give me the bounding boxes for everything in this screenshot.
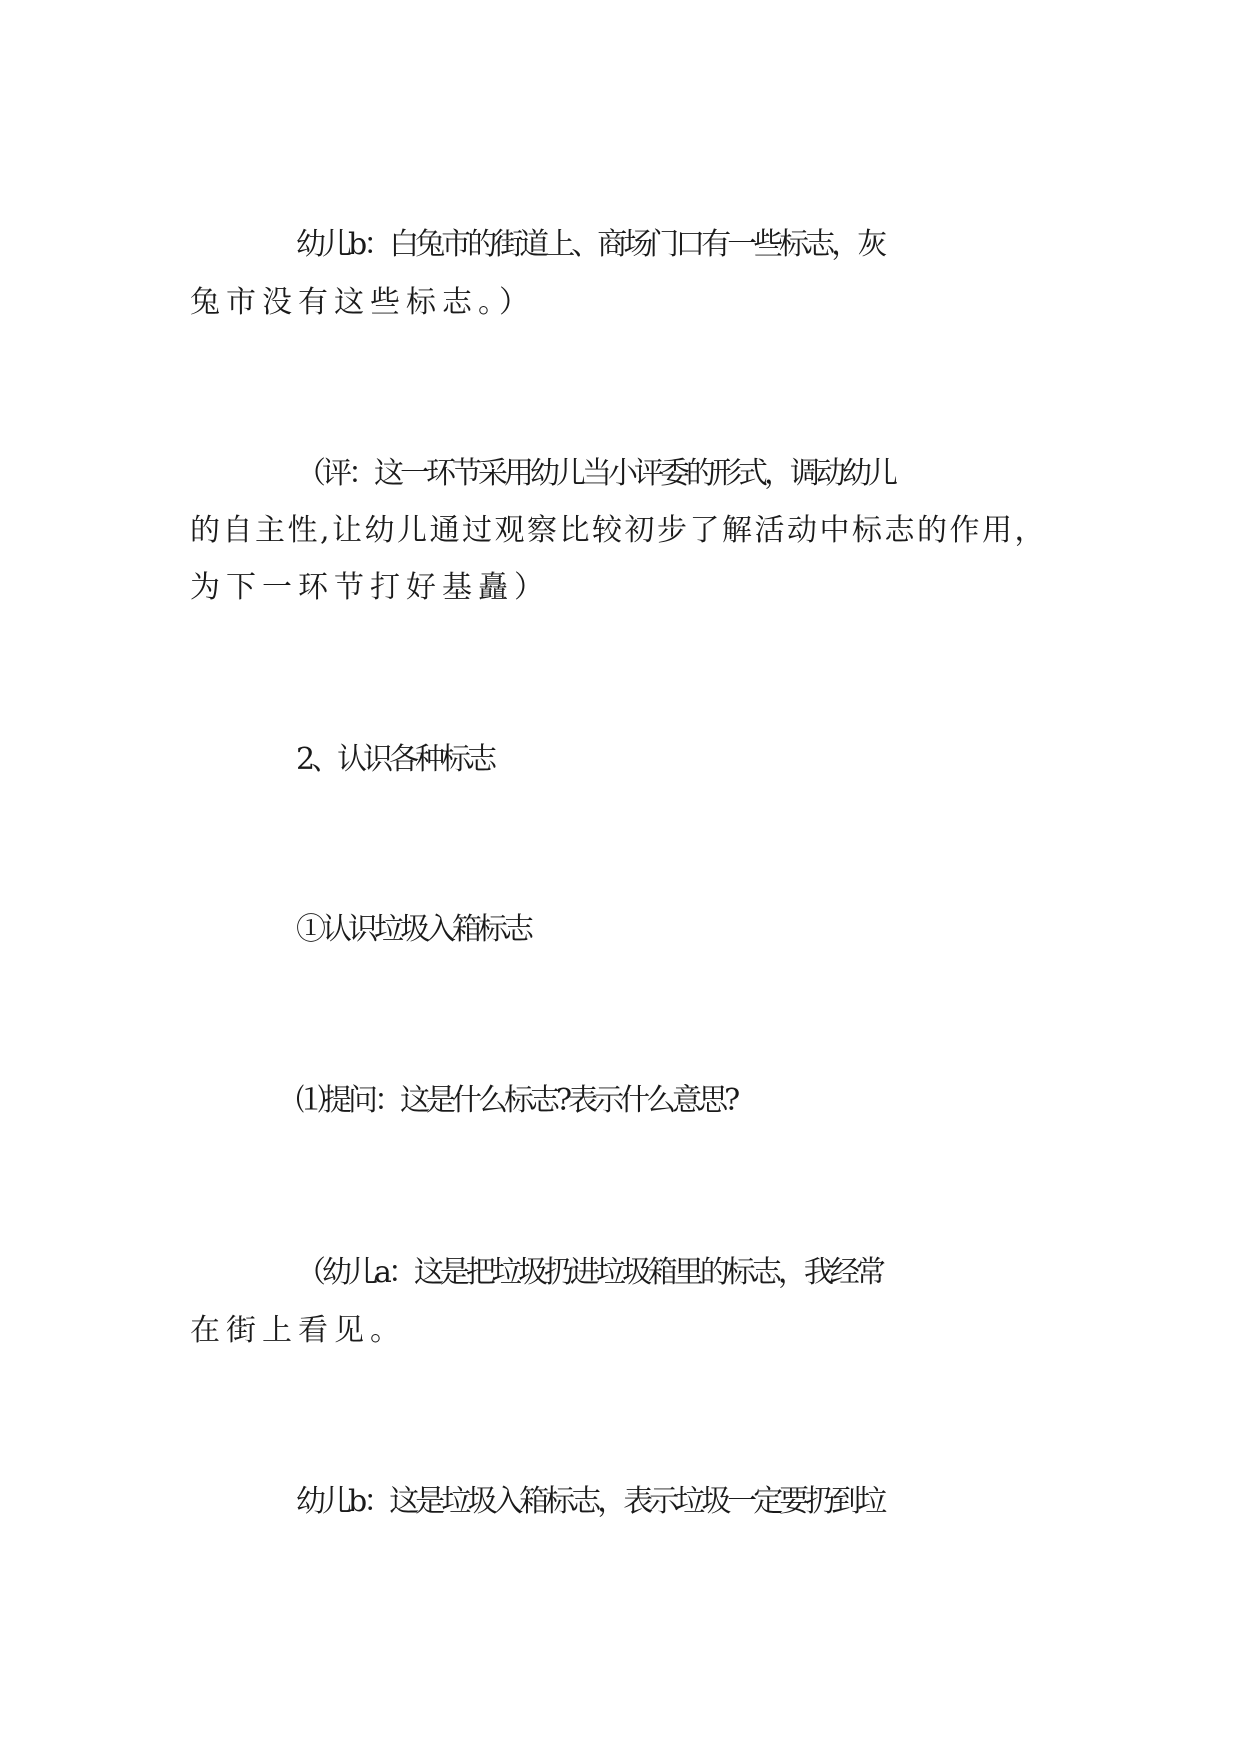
paragraph-line: （评：这一环节采用幼儿当小评委的形式，调动幼儿: [296, 456, 894, 491]
paragraph-line: 为下一环节打好基矗）: [190, 570, 550, 605]
section-heading: 2、认识各种标志: [296, 742, 494, 777]
paragraph-line: 幼儿b：这是垃圾入箱标志，表示垃圾一定要扔到垃: [296, 1484, 884, 1519]
paragraph-line: 的自主性,让幼儿通过观察比较初步了解活动中标志的作用，: [190, 513, 1048, 548]
paragraph-line: 在街上看见。: [190, 1313, 406, 1348]
paragraph-line: （幼儿a：这是把垃圾扔进垃圾箱里的标志，我经常: [296, 1255, 882, 1290]
paragraph-line: 兔市没有这些标志。）: [190, 285, 535, 320]
paragraph-line: ⑴提问：这是什么标志?表示什么意思?: [296, 1083, 737, 1118]
subsection-heading: ①认识垃圾入箱标志: [296, 912, 530, 947]
paragraph-line: 幼儿b：白兔市的街道上、商场门口有一些标志，灰: [296, 227, 884, 262]
